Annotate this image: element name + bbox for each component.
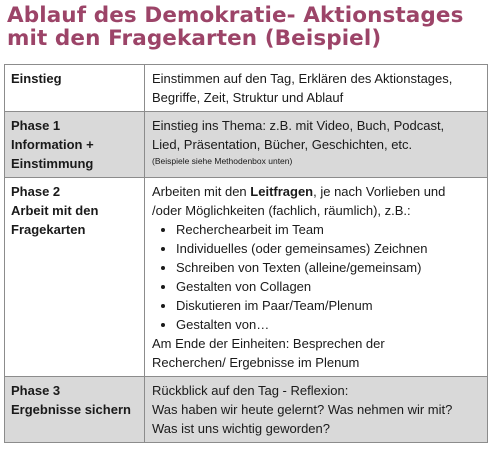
phase-label: Einstieg <box>11 71 62 86</box>
table-row-phase-2 <box>5 178 488 377</box>
description-line: Rückblick auf den Tag - Reflexion: <box>152 383 349 398</box>
description-line: Einstieg ins Thema: z.B. mit Video, Buch, Podcast, <box>152 118 445 133</box>
description-cell-phase-2 <box>145 178 488 377</box>
list-item: • Diskutieren im Paar/Team/Plenum <box>176 296 481 315</box>
intro-text: , je nach Vorlieben und <box>313 184 446 199</box>
description-line: Was haben wir heute gelernt? Was nehmen wir mit? <box>152 402 453 417</box>
list-item: • Schreiben von Texten (alleine/gemeinsam) <box>176 258 481 277</box>
phase-label: Phase 2 <box>11 184 61 199</box>
phase-cell-phase-3 <box>5 377 145 443</box>
phase-label: Ergebnisse sichern <box>11 402 131 417</box>
phase-cell-phase-2 <box>5 178 145 377</box>
activity-list <box>152 220 481 334</box>
list-item: • Individuelles (oder gemeinsames) Zeichnen <box>176 239 481 258</box>
title-line-2: mit den Fragekarten (Beispiel) <box>7 26 382 51</box>
phase-label: Phase 1 <box>11 118 61 133</box>
description-line: Was ist uns wichtig geworden? <box>152 421 330 436</box>
description-cell-phase-1 <box>145 112 488 178</box>
list-item: • Gestalten von Collagen <box>176 277 481 296</box>
intro-text: Arbeiten mit den <box>152 184 251 199</box>
phase-label: Phase 3 <box>11 383 61 398</box>
title-line-1: Ablauf des Demokratie- Aktionstages <box>7 3 464 28</box>
phase-cell-einstieg <box>5 65 145 112</box>
phase-label: Einstimmung <box>11 156 94 171</box>
phase-cell-phase-1 <box>5 112 145 178</box>
table-row-einstieg <box>5 65 488 112</box>
description-cell-phase-3 <box>145 377 488 443</box>
intro-line: /oder Möglichkeiten (fachlich, räumlich), z.B.: <box>152 203 411 218</box>
phase-label: Fragekarten <box>11 222 86 237</box>
description-cell-einstieg <box>145 65 488 112</box>
phase-label: Arbeit mit den <box>11 203 99 218</box>
methods-note: (Beispiele siehe Methodenbox unten) <box>152 156 293 166</box>
outro-line: Recherchen/ Ergebnisse im Plenum <box>152 355 360 370</box>
description-line: Begriffe, Zeit, Struktur und Ablauf <box>152 90 344 105</box>
phase-label: Information + <box>11 137 94 152</box>
description-line: Lied, Präsentation, Bücher, Geschichten, etc. <box>152 137 413 152</box>
table-row-phase-1 <box>5 112 488 178</box>
outro-line: Am Ende der Einheiten: Besprechen der <box>152 336 385 351</box>
intro-line <box>152 182 481 201</box>
list-item: • Gestalten von… <box>176 315 481 334</box>
list-item: • Recherchearbeit im Team <box>176 220 481 239</box>
keyword-leitfragen: Leitfragen <box>250 184 314 199</box>
description-line: Einstimmen auf den Tag, Erklären des Aktionstages, <box>152 71 453 86</box>
schedule-table <box>4 64 488 443</box>
page-title <box>7 4 487 50</box>
table-row-phase-3 <box>5 377 488 443</box>
